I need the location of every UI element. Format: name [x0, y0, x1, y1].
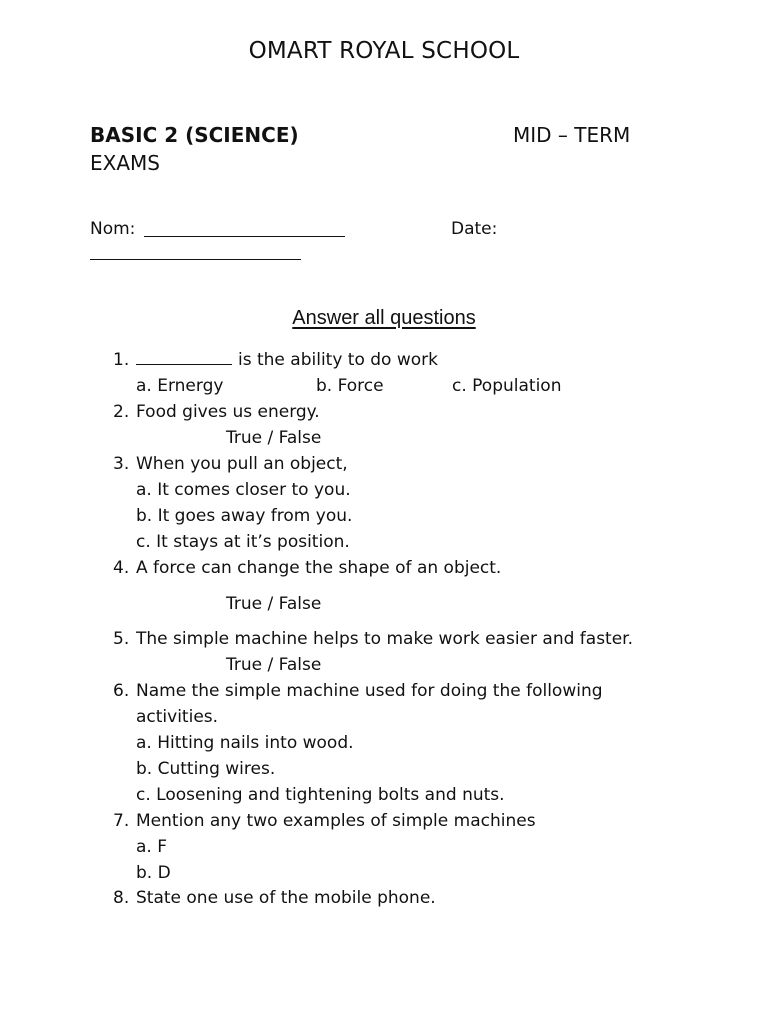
question-number: 2. — [113, 402, 130, 422]
true-false-choice: True / False — [226, 594, 322, 614]
name-blank-line — [144, 236, 345, 237]
question-number: 7. — [113, 811, 130, 831]
option-c: c. Population — [452, 376, 562, 396]
exam-type-continued: EXAMS — [90, 151, 160, 175]
option-b: b. It goes away from you. — [136, 506, 353, 526]
option-b: b. Cutting wires. — [136, 759, 276, 779]
question-text-continued: activities. — [136, 707, 219, 727]
option-b: b. Force — [316, 376, 384, 396]
question-text: Name the simple machine used for doing the following — [136, 681, 603, 701]
question-number: 6. — [113, 681, 130, 701]
question-number: 1. — [113, 350, 130, 370]
instruction-heading: Answer all questions — [292, 307, 476, 329]
option-b: b. D — [136, 863, 171, 883]
name-label: Nom: — [90, 219, 136, 239]
date-blank-line — [90, 259, 301, 260]
true-false-choice: True / False — [226, 428, 322, 448]
question-text: Mention any two examples of simple machines — [136, 811, 536, 831]
school-name: OMART ROYAL SCHOOL — [248, 38, 520, 64]
question-text: A force can change the shape of an object. — [136, 558, 502, 578]
question-text: State one use of the mobile phone. — [136, 888, 436, 908]
option-a: a. Ernergy — [136, 376, 224, 396]
option-a: a. Hitting nails into wood. — [136, 733, 354, 753]
answer-blank-line — [136, 350, 232, 365]
question-1-text: is the ability to do work — [238, 350, 438, 370]
date-label: Date: — [451, 219, 498, 239]
question-text: The simple machine helps to make work easier and faster. — [136, 629, 634, 649]
question-text: Food gives us energy. — [136, 402, 320, 422]
question-number: 4. — [113, 558, 130, 578]
question-number: 8. — [113, 888, 130, 908]
exam-subject: BASIC 2 (SCIENCE) — [90, 123, 299, 147]
option-a: a. F — [136, 837, 168, 857]
question-number: 3. — [113, 454, 130, 474]
option-a: a. It comes closer to you. — [136, 480, 351, 500]
question-text: When you pull an object, — [136, 454, 348, 474]
question-text — [136, 350, 438, 370]
option-c: c. It stays at it’s position. — [136, 532, 350, 552]
question-number: 5. — [113, 629, 130, 649]
option-c: c. Loosening and tightening bolts and nuts. — [136, 785, 505, 805]
true-false-choice: True / False — [226, 655, 322, 675]
exam-type: MID – TERM — [513, 123, 631, 147]
